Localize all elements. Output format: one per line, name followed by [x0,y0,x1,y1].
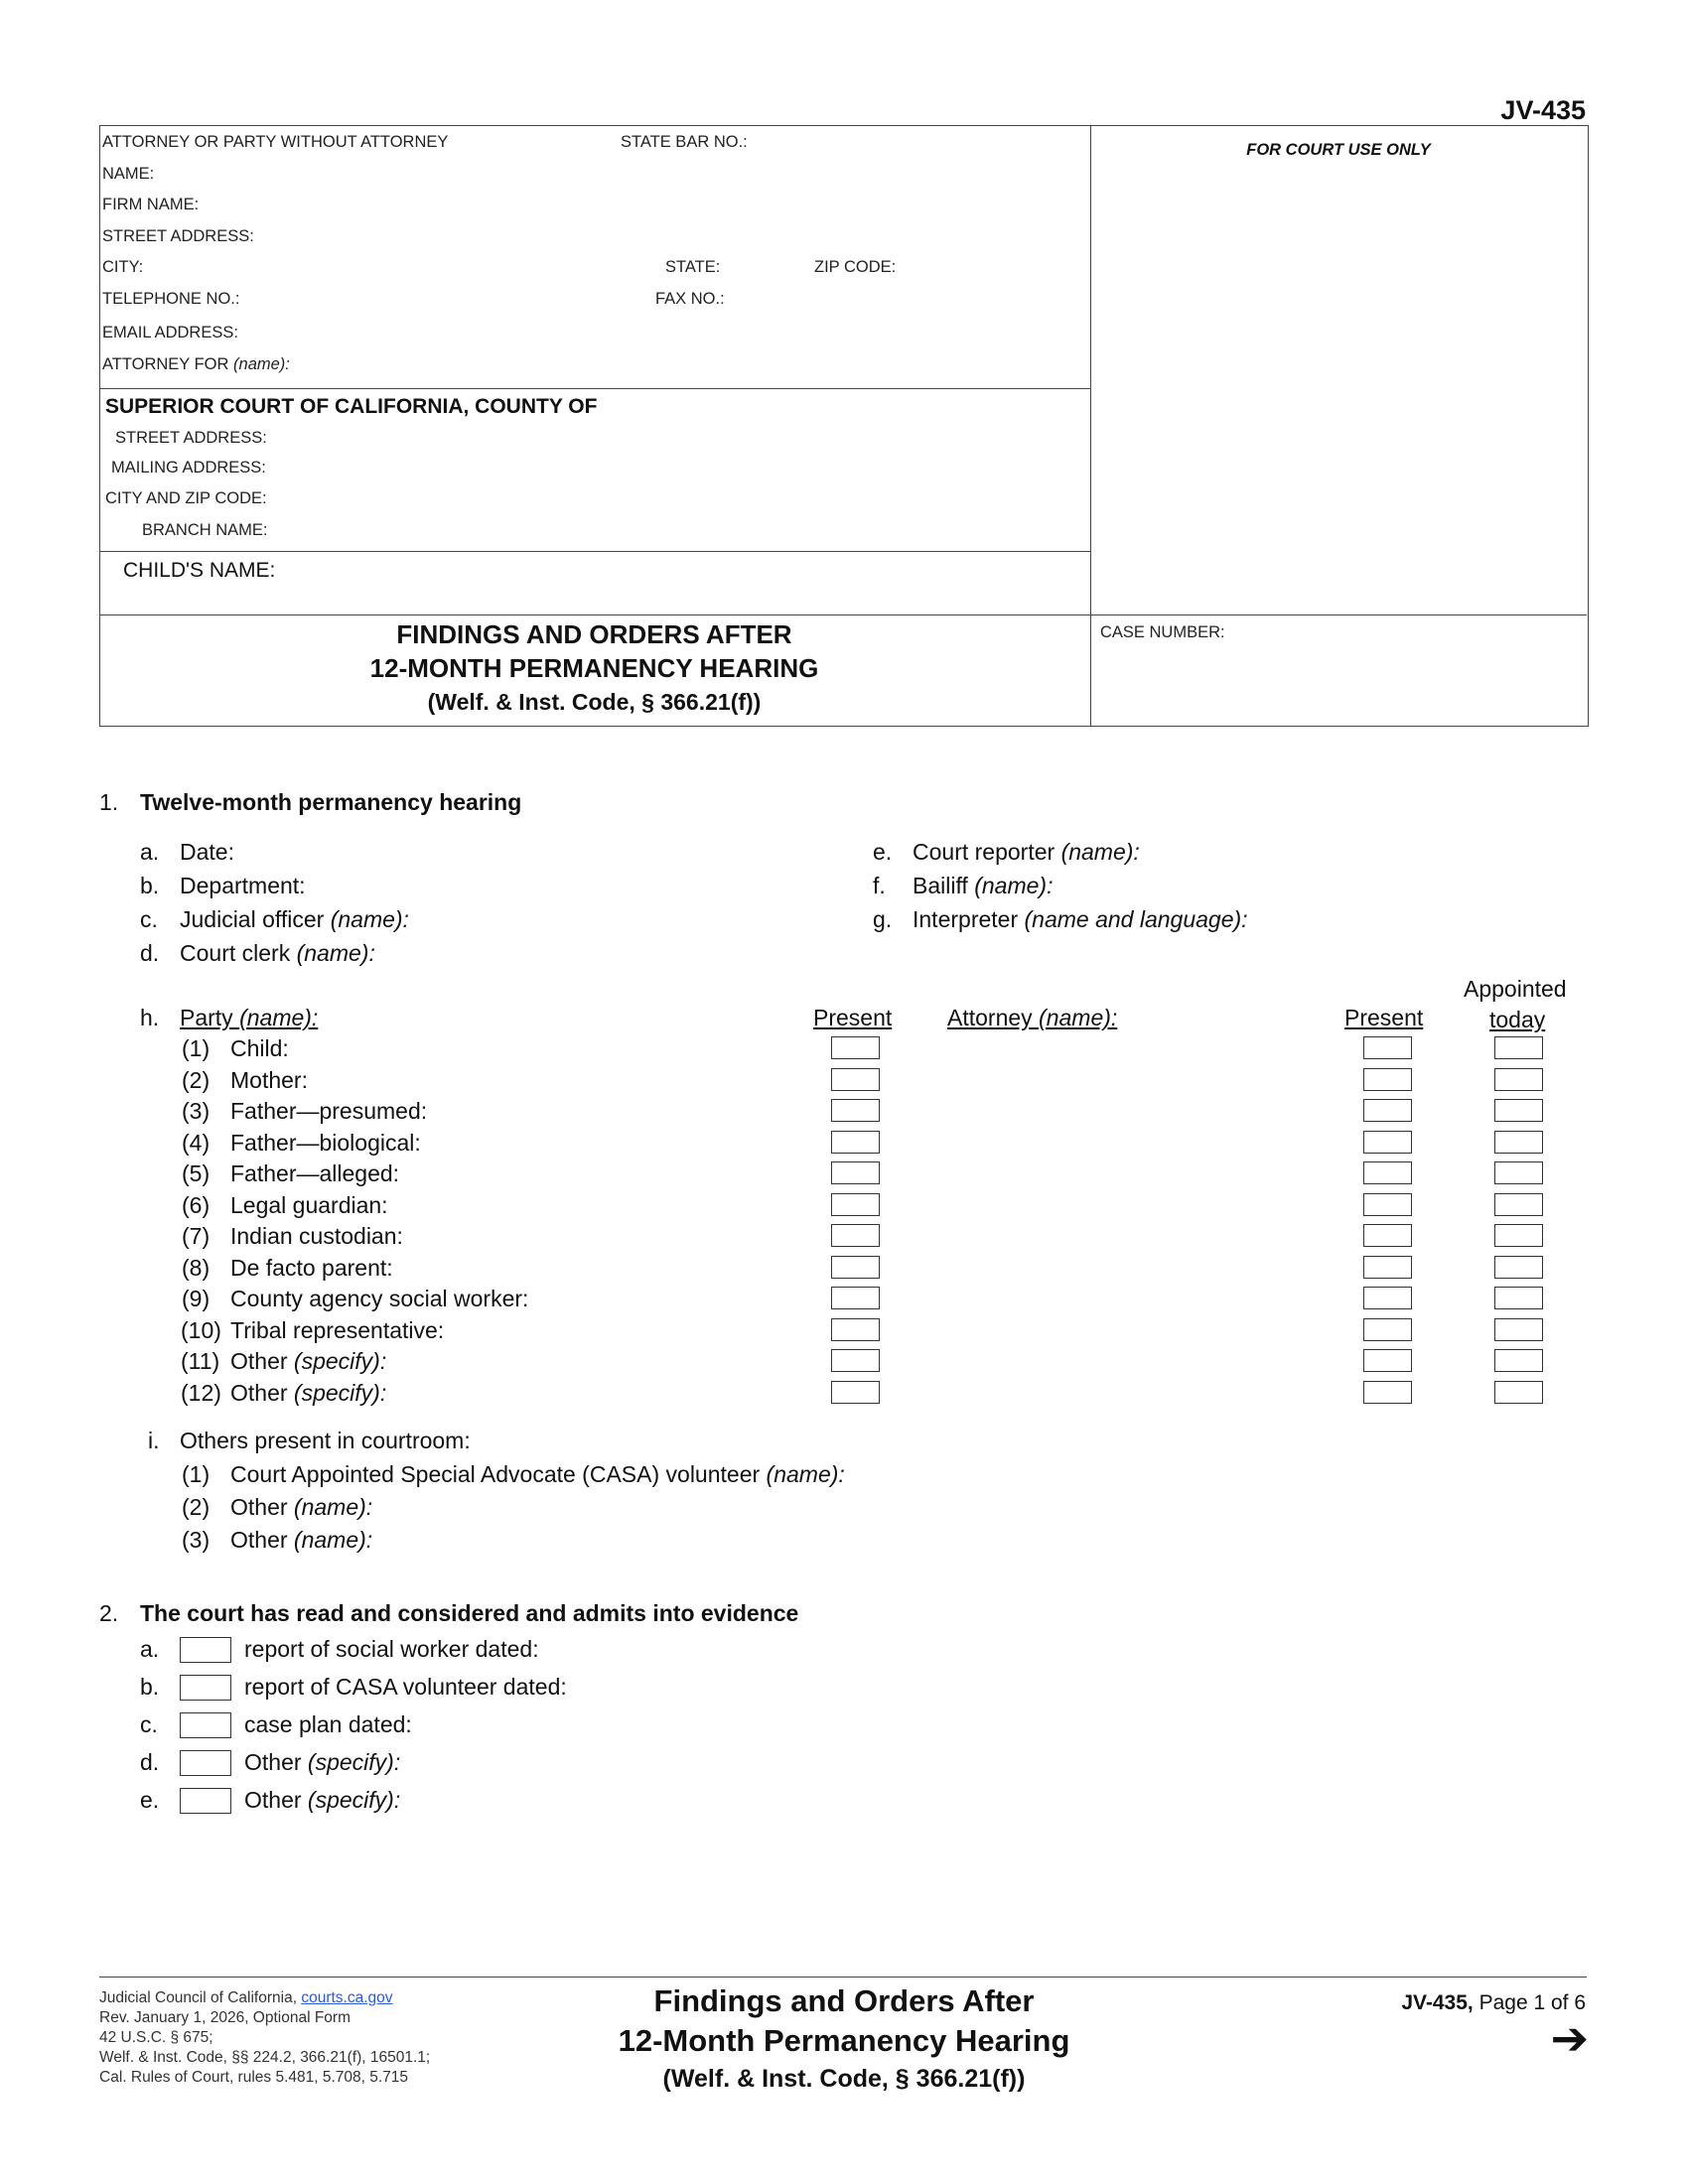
attorney-present-checkbox[interactable] [1363,1287,1412,1309]
street-label[interactable]: STREET ADDRESS: [102,227,254,245]
party-row [0,1380,1688,1410]
footer-ref-2: Welf. & Inst. Code, §§ 224.2, 366.21(f), 16501.1; [99,2049,431,2066]
evidence-letter: e. [140,1787,160,1813]
footer-council-link[interactable]: courts.ca.gov [301,1989,393,2006]
party-num: (3) [182,1098,211,1124]
party-header-label: Party [180,1005,240,1030]
state-bar-label[interactable]: STATE BAR NO.: [621,133,748,151]
caption-divider [1090,125,1091,727]
present2-header: Present [1344,1005,1424,1030]
appointed-today-checkbox[interactable] [1494,1193,1543,1216]
hearing-field[interactable] [180,873,306,899]
footer-ref-1: 42 U.S.C. § 675; [99,2029,213,2046]
evidence-letter: d. [140,1749,160,1775]
party-num: (11) [181,1348,220,1374]
party-num: (7) [182,1223,211,1249]
party-num: (10) [181,1317,221,1343]
divider-court [99,551,1090,552]
footer-ref-3: Cal. Rules of Court, rules 5.481, 5.708, 5.715 [99,2069,409,2086]
item-letter: a. [140,839,160,865]
party-label [230,1223,403,1250]
field-label: Interpreter [913,906,1025,932]
footer-left [99,1988,430,2088]
party-row [0,1067,1688,1097]
others-num: (2) [182,1494,211,1520]
others-label: Other [230,1494,294,1520]
party-label-text: Father—alleged: [230,1160,400,1186]
appointed-today-checkbox[interactable] [1494,1287,1543,1309]
others-num: (3) [182,1527,211,1553]
field-note: (name): [1060,839,1140,865]
party-present-checkbox[interactable] [831,1318,880,1341]
attorney-present-checkbox[interactable] [1363,1036,1412,1059]
evidence-label [244,1711,412,1738]
party-label [230,1380,386,1407]
party-label-text: Tribal representative: [230,1317,445,1343]
party-row [0,1255,1688,1285]
party-row [0,1160,1688,1190]
evidence-letter: c. [140,1711,158,1737]
footer-title-line-2: 12-Month Permanency Hearing [618,2023,1070,2058]
others-num: (1) [182,1461,211,1487]
evidence-checkbox[interactable] [180,1750,231,1776]
child-name-label[interactable]: CHILD'S NAME: [123,559,276,582]
party-num: (5) [182,1160,211,1186]
party-label-text: County agency social worker: [230,1286,529,1311]
party-num: (9) [182,1286,211,1311]
evidence-label-text: Other [244,1749,308,1775]
others-field[interactable] [230,1494,372,1521]
zip-label[interactable]: ZIP CODE: [814,258,897,276]
party-label-text: De facto parent: [230,1255,393,1281]
party-present-checkbox[interactable] [831,1099,880,1122]
evidence-label [244,1787,400,1814]
party-row [0,1223,1688,1253]
party-present-checkbox[interactable] [831,1256,880,1279]
party-row [0,1130,1688,1160]
party-present-checkbox[interactable] [831,1193,880,1216]
section-2-title: The court has read and considered and admits into evidence [140,1600,799,1626]
title-line-3: (Welf. & Inst. Code, § 366.21(f)) [427,689,762,715]
divider-attorney [99,388,1090,389]
present-header: Present [813,1005,893,1030]
party-label [230,1067,308,1094]
party-num: (8) [182,1255,211,1281]
item-letter: d. [140,940,160,966]
others-note: (name): [293,1494,373,1520]
form-title [99,617,1089,719]
divider-title [99,614,1587,615]
field-label: Bailiff [913,873,975,898]
appointed-today-checkbox[interactable] [1494,1224,1543,1247]
evidence-checkbox[interactable] [180,1712,231,1738]
item-letter: g. [873,906,893,932]
party-label [230,1035,289,1062]
party-present-checkbox[interactable] [831,1036,880,1059]
evidence-label [244,1749,400,1776]
attorney-present-checkbox[interactable] [1363,1318,1412,1341]
party-label-text: Other [230,1348,294,1374]
appointed-today-checkbox[interactable] [1494,1131,1543,1154]
footer-page-number: Page 1 of 6 [1478,1991,1586,2014]
hearing-field[interactable] [180,940,375,967]
party-present-checkbox[interactable] [831,1068,880,1091]
fax-label[interactable]: FAX NO.: [655,290,725,308]
item-i-label: Others present in courtroom: [180,1428,471,1453]
party-label [230,1192,388,1219]
party-present-checkbox[interactable] [831,1349,880,1372]
appointed-today-checkbox[interactable] [1494,1036,1543,1059]
party-num: (6) [182,1192,211,1218]
evidence-label [244,1674,567,1701]
hearing-field[interactable] [913,839,1140,866]
court-mailing-label[interactable]: MAILING ADDRESS: [111,459,266,477]
item-h-letter: h. [140,1005,160,1030]
court-title: SUPERIOR COURT OF CALIFORNIA, COUNTY OF [105,395,598,418]
party-row [0,1098,1688,1128]
attorney-label: ATTORNEY OR PARTY WITHOUT ATTORNEY [102,133,449,151]
appointed-header-line1: Appointed [1464,976,1567,1002]
appointed-today-checkbox[interactable] [1494,1068,1543,1091]
party-label-text: Father—presumed: [230,1098,428,1124]
evidence-letter: a. [140,1636,160,1662]
evidence-letter: b. [140,1674,160,1700]
next-page-arrow-icon[interactable]: ➔ [1550,2012,1589,2064]
others-note: (name): [293,1527,373,1553]
party-label-text: Mother: [230,1067,308,1093]
others-field[interactable] [230,1461,845,1488]
item-letter: e. [873,839,893,865]
appointed-today-checkbox[interactable] [1494,1381,1543,1404]
evidence-label-text: report of CASA volunteer dated: [244,1674,567,1700]
footer-divider [99,1977,1587,1978]
section-1-number: 1. [99,789,119,815]
evidence-label-note: (specify): [307,1749,401,1775]
field-label: Judicial officer [180,906,331,932]
for-court-use-label: FOR COURT USE ONLY [1246,141,1431,159]
email-label[interactable]: EMAIL ADDRESS: [102,324,238,341]
party-row [0,1317,1688,1347]
evidence-checkbox[interactable] [180,1788,231,1814]
others-field[interactable] [230,1527,372,1554]
party-num: (12) [181,1380,221,1406]
party-label-note: (specify): [293,1380,387,1406]
attorney-header-label: Attorney [947,1005,1040,1030]
party-label [230,1348,386,1375]
attorney-present-checkbox[interactable] [1363,1068,1412,1091]
evidence-label-note: (specify): [307,1787,401,1813]
footer-title-line-1: Findings and Orders After [653,1983,1035,2018]
attorney-present-checkbox[interactable] [1363,1161,1412,1184]
evidence-label-text: report of social worker dated: [244,1636,539,1662]
party-num: (2) [182,1067,211,1093]
section-2-number: 2. [99,1600,119,1626]
others-label: Other [230,1527,294,1553]
party-present-checkbox[interactable] [831,1287,880,1309]
party-label-note: (specify): [293,1348,387,1374]
evidence-label [244,1636,539,1663]
appointed-today-checkbox[interactable] [1494,1161,1543,1184]
telephone-label[interactable]: TELEPHONE NO.: [102,290,240,308]
attorney-present-checkbox[interactable] [1363,1224,1412,1247]
party-row [0,1035,1688,1065]
court-city-zip-label[interactable]: CITY AND ZIP CODE: [105,489,267,507]
attorney-for-note: (name): [233,355,290,373]
party-label-text: Child: [230,1035,289,1061]
attorney-header-note: (name): [1039,1005,1118,1030]
party-label [230,1255,393,1282]
appointed-today-checkbox[interactable] [1494,1099,1543,1122]
party-header-note: (name): [239,1005,319,1030]
item-letter: c. [140,906,158,932]
firm-label[interactable]: FIRM NAME: [102,196,200,213]
court-street-label[interactable]: STREET ADDRESS: [115,429,267,447]
party-num: (4) [182,1130,211,1156]
party-label [230,1160,399,1187]
party-label [230,1286,528,1312]
party-row [0,1192,1688,1222]
attorney-header [947,1005,1117,1031]
others-note: (name): [766,1461,845,1487]
field-note: (name): [330,906,409,932]
party-label-text: Indian custodian: [230,1223,403,1249]
attorney-present-checkbox[interactable] [1363,1256,1412,1279]
field-label: Court clerk [180,940,297,966]
item-i-letter: i. [148,1428,160,1453]
appointed-today-checkbox[interactable] [1494,1318,1543,1341]
appointed-today-checkbox[interactable] [1494,1349,1543,1372]
footer-council: Judicial Council of California, [99,1989,298,2006]
attorney-present-checkbox[interactable] [1363,1131,1412,1154]
footer-form-id: JV-435, [1401,1991,1474,2014]
party-present-checkbox[interactable] [831,1224,880,1247]
title-line-1: FINDINGS AND ORDERS AFTER [396,619,792,649]
party-label [230,1317,444,1344]
party-present-checkbox[interactable] [831,1381,880,1404]
item-letter: f. [873,873,886,898]
evidence-checkbox[interactable] [180,1675,231,1701]
others-label: Court Appointed Special Advocate (CASA) volunteer [230,1461,767,1487]
form-number: JV-435 [1500,95,1586,125]
party-row [0,1286,1688,1315]
footer-rev: Rev. January 1, 2026, Optional Form [99,2009,352,2026]
footer-title [536,1981,1152,2097]
party-present-checkbox[interactable] [831,1161,880,1184]
party-label-text: Other [230,1380,294,1406]
field-note: (name): [974,873,1054,898]
section-1-title: Twelve-month permanency hearing [140,789,522,815]
hearing-field[interactable] [180,906,409,933]
footer-title-line-3: (Welf. & Inst. Code, § 366.21(f)) [662,2065,1026,2093]
attorney-for-label: ATTORNEY FOR [102,355,229,373]
evidence-label-text: Other [244,1787,308,1813]
field-note: (name): [296,940,375,966]
party-present-checkbox[interactable] [831,1131,880,1154]
party-row [0,1348,1688,1378]
hearing-field[interactable] [180,839,234,866]
attorney-present-checkbox[interactable] [1363,1099,1412,1122]
party-label-text: Legal guardian: [230,1192,388,1218]
attorney-present-checkbox[interactable] [1363,1349,1412,1372]
evidence-checkbox[interactable] [180,1637,231,1663]
hearing-field[interactable] [913,906,1248,933]
party-header [180,1005,318,1031]
party-label [230,1098,427,1125]
attorney-present-checkbox[interactable] [1363,1193,1412,1216]
field-label: Department: [180,873,306,898]
attorney-for-field[interactable] [102,355,290,374]
field-label: Date: [180,839,234,865]
case-number-label[interactable]: CASE NUMBER: [1100,623,1225,641]
state-label[interactable]: STATE: [665,258,721,276]
appointed-header-line2: today [1489,1007,1546,1032]
appointed-today-checkbox[interactable] [1494,1256,1543,1279]
attorney-present-checkbox[interactable] [1363,1381,1412,1404]
title-line-2: 12-MONTH PERMANENCY HEARING [369,653,819,683]
field-note: (name and language): [1024,906,1248,932]
party-label [230,1130,421,1157]
evidence-label-text: case plan dated: [244,1711,412,1737]
party-num: (1) [182,1035,211,1061]
name-label[interactable]: NAME: [102,165,155,183]
hearing-field[interactable] [913,873,1053,899]
branch-label[interactable]: BRANCH NAME: [142,521,268,539]
item-letter: b. [140,873,160,898]
field-label: Court reporter [913,839,1061,865]
party-label-text: Father—biological: [230,1130,421,1156]
city-label[interactable]: CITY: [102,258,144,276]
